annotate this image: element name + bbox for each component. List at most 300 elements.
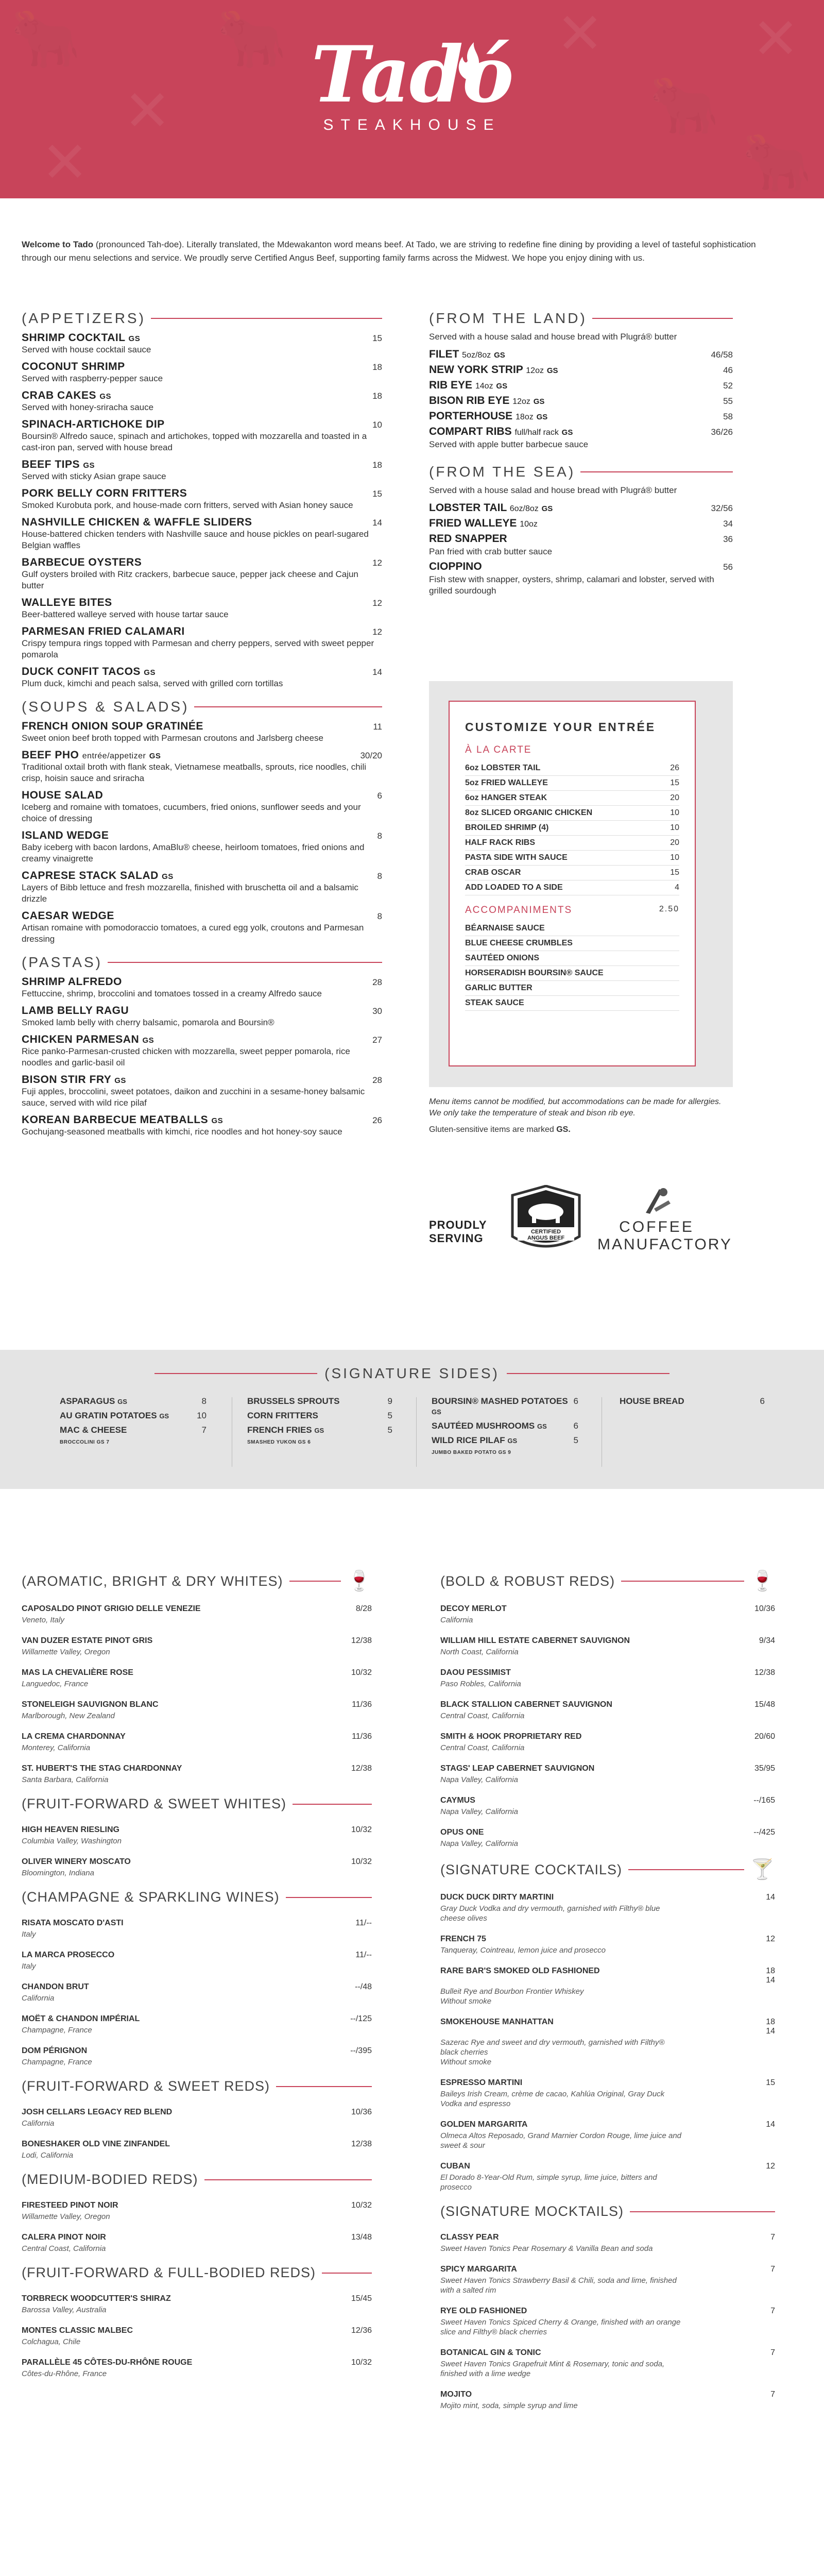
menu-item-name: BEEF PHO entrée/appetizer GS <box>22 749 161 761</box>
accompaniments-title: ACCOMPANIMENTS 2.50 <box>465 905 679 916</box>
entree-price: 46/58 <box>711 350 733 360</box>
side-subitem-price: 7 <box>106 1439 110 1445</box>
wine-origin: Côtes-du-Rhône, France <box>22 2369 107 2378</box>
gs-mark: GS <box>494 351 505 360</box>
side-subitem <box>60 1439 207 1445</box>
menu-item-price: 12 <box>372 598 382 608</box>
menu-item-price: 15 <box>372 489 382 499</box>
menu-item-price: 12 <box>372 558 382 568</box>
side-price: 6 <box>573 1421 578 1431</box>
entree-name: FILET 5oz/8oz GS <box>429 348 505 360</box>
entree-price: 52 <box>723 381 733 391</box>
wine-origin: Italy <box>22 1962 36 1971</box>
side-price: 5 <box>387 1425 392 1435</box>
side-row <box>60 1425 207 1435</box>
wine-row <box>440 1764 775 1773</box>
wine-section-title: (FRUIT-FORWARD & FULL-BODIED REDS) <box>22 2265 316 2280</box>
sides-column-3 <box>432 1396 578 1455</box>
menu-item-price: 8 <box>377 871 382 881</box>
wine-item <box>440 1732 775 1753</box>
menu-item-description: Traditional oxtail broth with flank steak, Vietnamese meatballs, sprouts, rice noodles, chili crisp, hoisin sauce and sriracha <box>22 762 366 783</box>
entree-price: 34 <box>723 519 733 529</box>
wine-name: PARALLÈLE 45 CÔTES-DU-RHÔNE ROUGE <box>22 2358 193 2367</box>
menu-item-price: 14 <box>372 667 382 677</box>
menu-item-name: CAPRESE STACK SALAD GS <box>22 870 174 882</box>
left-food-column <box>22 310 382 1143</box>
heading-rule <box>322 2273 372 2274</box>
gs-mark: GS <box>432 1408 441 1416</box>
menu-item <box>22 1005 382 1028</box>
alacarte-row <box>465 836 679 851</box>
wine-name: DECOY MERLOT <box>440 1604 507 1613</box>
wine-row <box>22 2014 372 2024</box>
sides-divider <box>416 1397 417 1467</box>
wine-row <box>22 1604 372 1614</box>
wine-price: 15/45 <box>351 2294 372 2303</box>
wine-list-left <box>22 1571 372 2390</box>
alacarte-title: À LA CARTE <box>465 744 532 755</box>
header-banner <box>0 0 824 198</box>
alacarte-price: 4 <box>675 883 679 892</box>
wine-price: 7 <box>770 2390 775 2399</box>
wine-origin: Sazerac Rye and sweet and dry vermouth, garnished with Filthy® black cherries Without smoke <box>440 2038 665 2066</box>
wine-name: MAS LA CHEVALIÈRE ROSE <box>22 1668 133 1677</box>
wine-item <box>440 2390 775 2411</box>
alacarte-name: BROILED SHRIMP (4) <box>465 823 549 832</box>
menu-item-description: Layers of Bibb lettuce and fresh mozzarella, finished with bruschetta oil and a balsamic drizzle <box>22 883 358 904</box>
wine-name: MOJITO <box>440 2390 472 2399</box>
menu-item <box>22 418 382 453</box>
wine-section-title: (SIGNATURE MOCKTAILS) <box>440 2204 624 2219</box>
wine-row <box>22 2294 372 2303</box>
menu-item-row <box>22 597 382 609</box>
appetizers-list <box>22 332 382 689</box>
side-subitem-name: SMASHED YUKON GS <box>247 1439 306 1445</box>
wine-origin: Willamette Valley, Oregon <box>22 2212 110 2221</box>
menu-item-name: FRENCH ONION SOUP GRATINÉE <box>22 720 203 732</box>
menu-item <box>22 597 382 620</box>
temperature-note: We only take the temperature of steak and bison rib eye. <box>429 1109 636 1117</box>
entree-price: 32/56 <box>711 503 733 513</box>
accompaniment-item: GARLIC BUTTER <box>465 981 679 996</box>
wine-name: OLIVER WINERY MOSCATO <box>22 1857 131 1866</box>
side-price: 6 <box>573 1396 578 1406</box>
wine-name: TORBRECK WOODCUTTER'S SHIRAZ <box>22 2294 171 2303</box>
alacarte-list <box>465 761 679 895</box>
wine-row <box>22 1982 372 1992</box>
side-row <box>247 1411 392 1421</box>
wine-price: 10/32 <box>351 1668 372 1677</box>
wine-origin: California <box>440 1616 473 1624</box>
wine-price: 18 14 <box>766 1967 775 1985</box>
menu-item <box>22 459 382 482</box>
alacarte-row <box>465 776 679 791</box>
wine-price: 11/36 <box>352 1700 372 1709</box>
sea-list <box>429 502 733 597</box>
alacarte-name: 6oz LOBSTER TAIL <box>465 764 541 772</box>
menu-item-price: 12 <box>372 627 382 637</box>
menu-item-description: Fuji apples, broccolini, sweet potatoes, daikon and zucchini in a sesame-honey balsamic sauce, served with wild rice pilaf <box>22 1087 365 1108</box>
side-name: ASPARAGUS GS <box>60 1396 127 1406</box>
wine-origin: Central Coast, California <box>440 1743 525 1752</box>
wine-origin: Sweet Haven Tonics Strawberry Basil & Chili, soda and lime, finished with a salted rim <box>440 2276 677 2295</box>
menu-item-price: 14 <box>372 518 382 528</box>
menu-item-row <box>22 487 382 500</box>
wine-name: BOTANICAL GIN & TONIC <box>440 2348 541 2357</box>
side-subitem-price: 9 <box>508 1450 511 1455</box>
wine-item <box>22 1604 372 1625</box>
menu-item-description: House-battered chicken tenders with Nashville sauce and house pickles on pearl-sugared Belgian waffles <box>22 529 369 550</box>
wine-item <box>22 2358 372 2379</box>
menu-item-row <box>22 389 382 402</box>
wine-name: OPUS ONE <box>440 1828 484 1837</box>
wine-price: 12/38 <box>351 2140 372 2148</box>
side-subitem-name: JUMBO BAKED POTATO GS <box>432 1450 506 1455</box>
wine-row <box>440 2162 775 2171</box>
wine-row <box>22 2046 372 2056</box>
wine-name: CAYMUS <box>440 1796 475 1805</box>
wine-origin: Bloomington, Indiana <box>22 1869 94 1877</box>
menu-item-description: Gulf oysters broiled with Ritz crackers, barbecue sauce, pepper jack cheese and Cajun butter <box>22 569 358 590</box>
menu-item-description: Served with sticky Asian grape sauce <box>22 471 166 481</box>
wine-origin: Willamette Valley, Oregon <box>22 1648 110 1656</box>
menu-item-row <box>22 1114 382 1126</box>
menu-item-name: PARMESAN FRIED CALAMARI <box>22 625 185 637</box>
menu-item-name: CRAB CAKES GS <box>22 389 112 401</box>
wine-row <box>22 2358 372 2367</box>
gs-mark: GS <box>83 461 95 470</box>
wine-section-heading <box>22 2078 372 2094</box>
wine-row <box>22 1764 372 1773</box>
gs-mark: GS <box>99 392 112 401</box>
wine-origin: Veneto, Italy <box>22 1616 64 1624</box>
entree-size: 5oz/8oz <box>462 351 491 360</box>
wine-price: 18 14 <box>766 2018 775 2036</box>
wine-origin: Central Coast, California <box>440 1711 525 1720</box>
menu-item-row <box>22 625 382 638</box>
sides-heading: (SIGNATURE SIDES) <box>154 1365 670 1382</box>
wine-price: --/125 <box>350 2014 372 2023</box>
entree-size: 14oz <box>475 382 493 391</box>
entree-row <box>429 379 733 392</box>
wine-row <box>440 1828 775 1837</box>
wine-section-title: (AROMATIC, BRIGHT & DRY WHITES) <box>22 1573 283 1589</box>
gs-mark: GS <box>211 1116 224 1125</box>
wine-name: STONELEIGH SAUVIGNON BLANC <box>22 1700 159 1709</box>
entree-row <box>429 364 733 376</box>
wine-bottle-icon: 🍷 <box>347 1570 372 1592</box>
wine-item <box>440 1636 775 1657</box>
menu-item <box>22 389 382 413</box>
certified-angus-beef-logo <box>507 1185 585 1257</box>
alacarte-row <box>465 761 679 776</box>
wine-price: 35/95 <box>754 1764 775 1773</box>
menu-item-description: Served with house cocktail sauce <box>22 345 151 354</box>
menu-item-row <box>22 789 382 802</box>
entree-name: COMPART RIBS full/half rack GS <box>429 426 573 437</box>
wine-price: 10/32 <box>351 1857 372 1866</box>
sides-column-4 <box>620 1396 765 1411</box>
wine-item <box>440 1828 775 1849</box>
wine-row <box>22 1732 372 1741</box>
gs-mark: GS <box>128 334 141 343</box>
menu-item <box>22 829 382 865</box>
gs-mark: GS <box>507 1437 518 1445</box>
customize-box <box>429 681 733 1087</box>
gs-mark: GS <box>314 1427 324 1434</box>
wine-row <box>440 2233 775 2242</box>
side-name: WILD RICE PILAF GS <box>432 1435 518 1445</box>
wine-origin: Gray Duck Vodka and dry vermouth, garnished with Filthy® blue cheese olives <box>440 1904 660 1923</box>
menu-item-name: CHICKEN PARMESAN GS <box>22 1033 154 1045</box>
wine-item <box>22 1951 372 1971</box>
menu-item-row <box>22 749 382 761</box>
wine-origin: Columbia Valley, Washington <box>22 1837 122 1845</box>
right-food-column <box>429 310 733 600</box>
heading-rule <box>630 2211 775 2212</box>
wine-row <box>440 1636 775 1646</box>
wine-row <box>22 1668 372 1677</box>
menu-item-name: CAESAR WEDGE <box>22 910 114 922</box>
menu-item-price: 6 <box>377 791 382 801</box>
wine-name: RYE OLD FASHIONED <box>440 2307 527 2315</box>
wine-price: 12/38 <box>351 1764 372 1773</box>
wine-section-title: (BOLD & ROBUST REDS) <box>440 1573 615 1589</box>
wine-origin: Napa Valley, California <box>440 1775 518 1784</box>
wine-price: 11/-- <box>355 1919 372 1927</box>
side-price: 9 <box>387 1396 392 1406</box>
gs-mark: GS <box>541 504 553 513</box>
alacarte-price: 15 <box>670 868 679 877</box>
side-name: SAUTÉED MUSHROOMS GS <box>432 1421 547 1431</box>
wine-price: 10/32 <box>351 1825 372 1834</box>
wine-item <box>22 2140 372 2160</box>
wine-name: RARE BAR'S SMOKED OLD FASHIONED <box>440 1967 600 1975</box>
gs-mark: GS <box>546 366 558 375</box>
wine-price: 20/60 <box>754 1732 775 1741</box>
wine-name: VAN DUZER ESTATE PINOT GRIS <box>22 1636 153 1645</box>
wine-name: STAGS' LEAP CABERNET SAUVIGNON <box>440 1764 595 1773</box>
entree-name: RED SNAPPER <box>429 533 507 545</box>
menu-item <box>22 666 382 689</box>
wine-origin: Sweet Haven Tonics Spiced Cherry & Orange, finished with an orange slice and Filthy® black cherries <box>440 2318 681 2336</box>
menu-item <box>22 749 382 784</box>
wine-row <box>440 2018 775 2036</box>
wine-price: 12/36 <box>351 2326 372 2335</box>
side-name: BOURSIN® MASHED POTATOES GS <box>432 1396 568 1416</box>
entree-price: 55 <box>723 396 733 406</box>
accompaniment-item: BÉARNAISE SAUCE <box>465 921 679 936</box>
wine-name: CAPOSALDO PINOT GRIGIO DELLE VENEZIE <box>22 1604 201 1613</box>
allergy-note: Menu items cannot be modified, but accommodations can be made for allergies. <box>429 1097 722 1106</box>
menu-item-description: Rice panko-Parmesan-crusted chicken with mozzarella, sweet pepper pomarola, rice noodles and garlic-basil oil <box>22 1046 350 1067</box>
alacarte-price: 10 <box>670 853 679 862</box>
wine-row <box>440 1796 775 1805</box>
pastas-list <box>22 976 382 1138</box>
wine-item <box>22 1700 372 1721</box>
wine-origin: Tanqueray, Cointreau, lemon juice and prosecco <box>440 1946 606 1955</box>
menu-item-row <box>22 666 382 678</box>
wine-item <box>440 1700 775 1721</box>
menu-item-description: Smoked lamb belly with cherry balsamic, pomarola and Boursin® <box>22 1018 274 1027</box>
wine-item <box>22 1825 372 1846</box>
wine-price: 10/36 <box>754 1604 775 1613</box>
wine-row <box>22 2201 372 2210</box>
wine-name: MOËT & CHANDON IMPÉRIAL <box>22 2014 140 2023</box>
wine-row <box>22 1636 372 1646</box>
wine-row <box>22 2326 372 2335</box>
wine-price: 15 <box>766 2078 775 2087</box>
alacarte-row <box>465 880 679 895</box>
alacarte-row <box>465 866 679 880</box>
wine-name: BONESHAKER OLD VINE ZINFANDEL <box>22 2140 170 2148</box>
gs-mark: GS <box>561 428 573 437</box>
wine-name: ESPRESSO MARTINI <box>440 2078 523 2087</box>
wine-row <box>440 1604 775 1614</box>
wine-price: 7 <box>770 2307 775 2315</box>
intro-lead: Welcome to Tado <box>22 240 94 249</box>
menu-item-row <box>22 516 382 529</box>
alacarte-price: 10 <box>670 808 679 817</box>
wine-origin: Central Coast, California <box>22 2244 106 2253</box>
side-row <box>432 1396 578 1417</box>
wine-origin: North Coast, California <box>440 1648 519 1656</box>
menu-item-description: Iceberg and romaine with tomatoes, cucumbers, fried onions, sunflower seeds and your choice of dressing <box>22 802 361 823</box>
side-subitem <box>432 1450 578 1455</box>
menu-item-row <box>22 556 382 569</box>
entree-size: full/half rack <box>514 428 559 437</box>
menu-item-description: Plum duck, kimchi and peach salsa, served with grilled corn tortillas <box>22 679 283 688</box>
alacarte-name: HALF RACK RIBS <box>465 838 535 847</box>
wine-origin: Marlborough, New Zealand <box>22 1711 115 1720</box>
heading-rule <box>204 2179 372 2180</box>
accompaniment-item: BLUE CHEESE CRUMBLES <box>465 936 679 951</box>
wine-origin: Champagne, France <box>22 2026 92 2035</box>
heading-rule <box>289 1581 341 1582</box>
wine-origin: California <box>22 1994 55 2003</box>
alacarte-row <box>465 821 679 836</box>
coffee-logo-icon <box>639 1185 675 1216</box>
wine-row <box>440 2078 775 2088</box>
menu-item-description: Served with raspberry-pepper sauce <box>22 374 163 383</box>
wine-origin: Napa Valley, California <box>440 1807 518 1816</box>
menu-item <box>22 556 382 591</box>
wine-name: RISATA MOSCATO D'ASTI <box>22 1919 124 1927</box>
wine-row <box>440 2348 775 2358</box>
side-subitem-name: BROCCOLINI GS <box>60 1439 105 1445</box>
wine-row <box>22 2233 372 2242</box>
wine-section-title: (FRUIT-FORWARD & SWEET WHITES) <box>22 1796 286 1811</box>
menu-item-name: SHRIMP COCKTAIL GS <box>22 332 141 344</box>
wine-row <box>440 1732 775 1741</box>
wine-row <box>22 2140 372 2149</box>
menu-item-name: SPINACH-ARTICHOKE DIP <box>22 418 165 430</box>
wine-row <box>440 1700 775 1709</box>
entree-name: PORTERHOUSE 18oz GS <box>429 410 548 422</box>
wine-row <box>440 2390 775 2399</box>
entree-row <box>429 348 733 361</box>
wine-origin: Santa Barbara, California <box>22 1775 109 1784</box>
entree-row <box>429 561 733 573</box>
accompaniment-item: STEAK SAUCE <box>465 996 679 1011</box>
wine-name: HIGH HEAVEN RIESLING <box>22 1825 119 1834</box>
wine-price: 14 <box>766 1893 775 1902</box>
wine-item <box>22 2108 372 2128</box>
wine-row <box>440 1668 775 1677</box>
alacarte-price: 20 <box>670 793 679 802</box>
wine-origin: Napa Valley, California <box>440 1839 518 1848</box>
wine-name: BLACK STALLION CABERNET SAUVIGNON <box>440 1700 612 1709</box>
wine-origin: Sweet Haven Tonics Pear Rosemary & Vanilla Bean and soda <box>440 2244 653 2253</box>
wine-item <box>22 1732 372 1753</box>
signature-sides-band <box>0 1350 824 1489</box>
alacarte-row <box>465 851 679 866</box>
wine-name: SMOKEHOUSE MANHATTAN <box>440 2018 554 2026</box>
side-price: 10 <box>197 1411 207 1420</box>
heading-rule <box>276 2086 372 2087</box>
wine-price: 8/28 <box>355 1604 372 1613</box>
fork-knife-pattern-icon: ✕ <box>752 6 800 72</box>
entree-size: 12oz <box>512 397 530 406</box>
gs-mark: GS <box>496 382 508 391</box>
side-row <box>60 1396 207 1406</box>
side-price: 8 <box>201 1396 207 1406</box>
wine-name: GOLDEN MARGARITA <box>440 2120 528 2129</box>
menu-item-price: 18 <box>372 391 382 401</box>
logo-subtitle: STEAKHOUSE <box>323 116 501 133</box>
wine-name: WILLIAM HILL ESTATE CABERNET SAUVIGNON <box>440 1636 630 1645</box>
menu-item-price: 26 <box>372 1115 382 1125</box>
wine-section-title: (SIGNATURE COCKTAILS) <box>440 1861 623 1877</box>
menu-item-price: 30 <box>372 1006 382 1016</box>
wine-item <box>22 1636 372 1657</box>
wine-section-heading <box>440 2204 775 2219</box>
menu-item-name: HOUSE SALAD <box>22 789 104 801</box>
menu-item-price: 15 <box>372 333 382 343</box>
side-row <box>60 1411 207 1421</box>
wine-list-right <box>440 1571 775 2422</box>
alacarte-price: 20 <box>670 838 679 847</box>
wine-name: SPICY MARGARITA <box>440 2265 517 2274</box>
wine-price: --/425 <box>753 1828 775 1837</box>
menu-item <box>22 720 382 744</box>
entree-size: 12oz <box>526 366 544 375</box>
menu-item-price: 28 <box>372 1075 382 1085</box>
wine-item <box>440 1935 775 1955</box>
alacarte-row <box>465 806 679 821</box>
accompaniments-list <box>465 921 679 1011</box>
wine-origin: Colchagua, Chile <box>22 2337 81 2346</box>
wine-row <box>22 2108 372 2117</box>
wine-item <box>22 2233 372 2253</box>
menu-item-row <box>22 332 382 344</box>
cow-pattern-icon: 🐂 <box>10 6 81 72</box>
wine-section-heading <box>22 2172 372 2188</box>
wine-price: 7 <box>770 2265 775 2274</box>
menu-item-row <box>22 361 382 373</box>
wine-price: 12 <box>766 2162 775 2171</box>
entree-name: RIB EYE 14oz GS <box>429 379 508 391</box>
entree-size: 18oz <box>516 413 534 421</box>
side-row <box>247 1396 392 1406</box>
menu-item-price: 18 <box>372 362 382 372</box>
menu-item-row <box>22 1005 382 1017</box>
entree-row <box>429 517 733 530</box>
menu-item-name: BEEF TIPS GS <box>22 459 95 470</box>
wine-item <box>440 1893 775 1923</box>
side-price: 7 <box>201 1425 207 1435</box>
menu-item <box>22 1033 382 1069</box>
